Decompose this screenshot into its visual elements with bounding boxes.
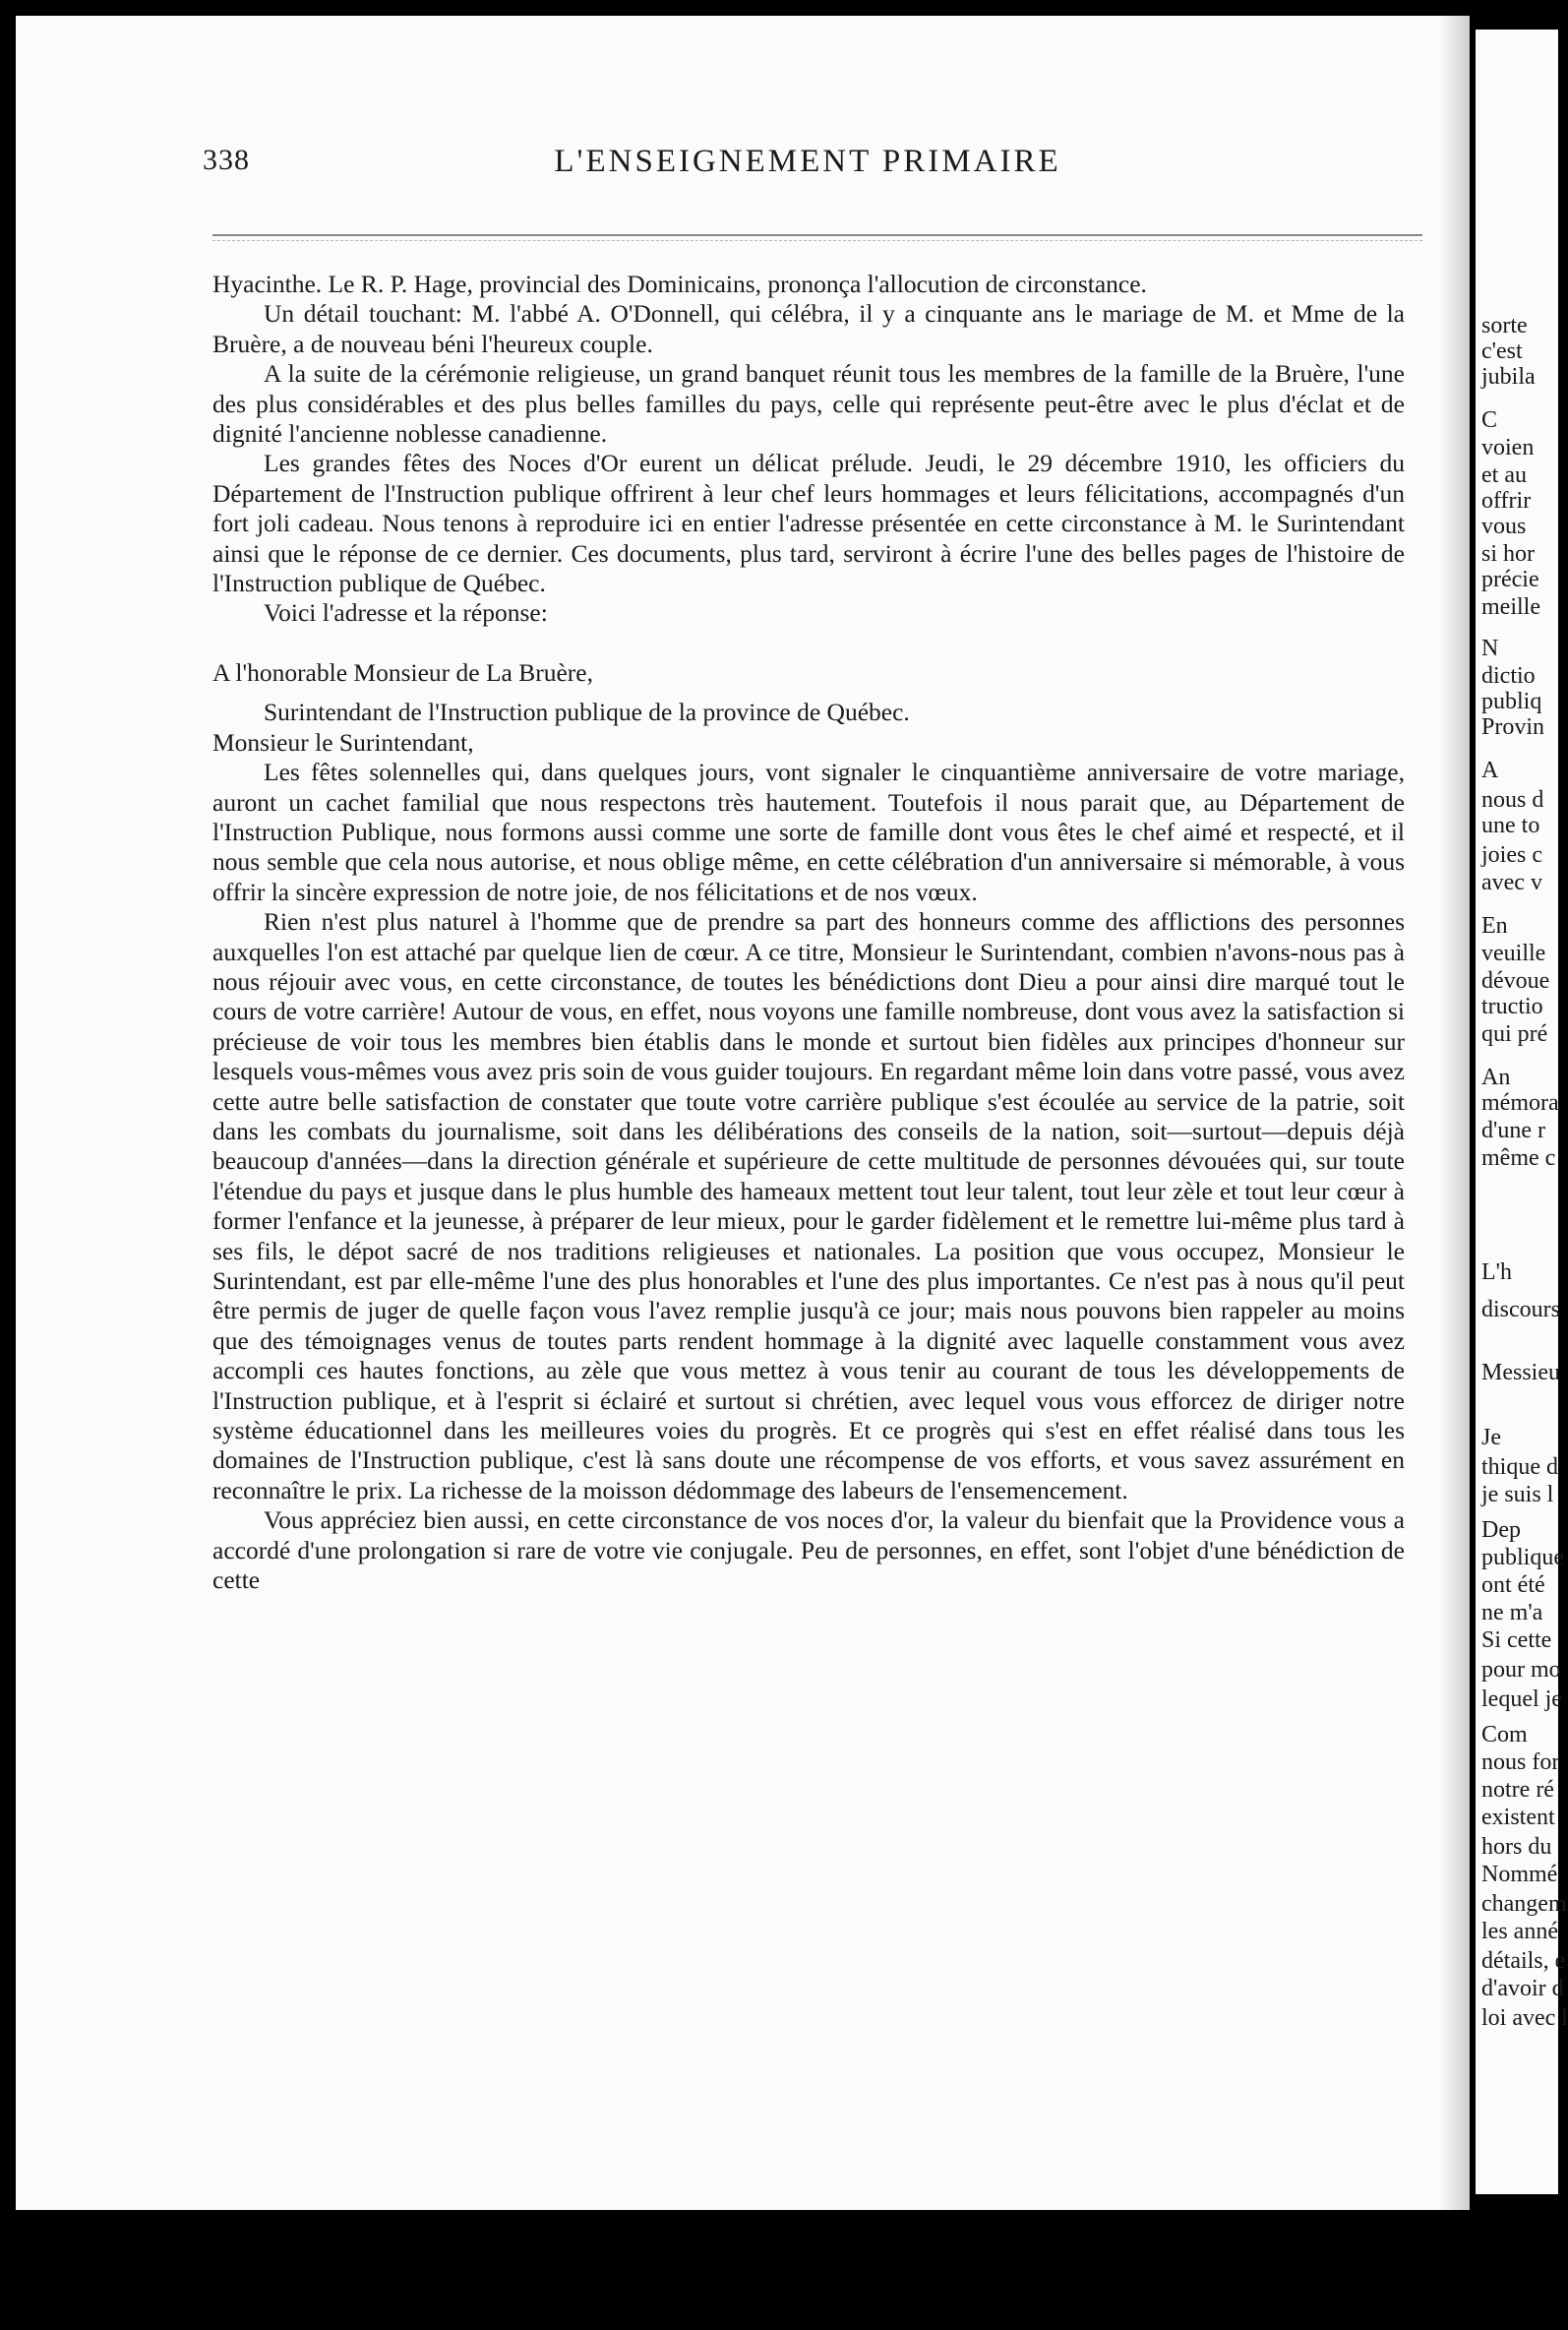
paragraph: Les grandes fêtes des Noces d'Or eurent un délicat prélude. Jeudi, le 29 décembre 1910, les officiers du Département de l'Instruction publique offrirent à leur chef leurs hommages et leurs félicitations, accompagnés d'un fort joli cadeau. Nous tenons à reproduire ici en entier l'adresse présentée en cette circonstance à M. le Surintendant ainsi que le réponse de ce dernier. Ces documents, plus tard, serviront à écrire l'une des belles pages de l'histoire de l'Instruction publique de Québec. (212, 449, 1405, 598)
paragraph: Rien n'est plus naturel à l'homme que de prendre sa part des honneurs comme des afflictions des personnes auxquelles l'on est attaché par quelque lien de cœur. A ce titre, Monsieur le Surintendant, combien n'avons-nous pas à nous réjouir avec vous, en cette circonstance, de toutes les bénédictions dont Dieu a pour ainsi dire marqué tout le cours de votre carrière! Autour de vous, en effet, nous voyons une famille nombreuse, dont vous avez la satisfaction si précieuse de voir tous les membres bien établis dans le monde et surtout bien fidèles aux principes d'honneur sur lesquels vous-mêmes vous avez pris soin de vous guider toujours. En regardant même loin dans votre passé, vous avez cette autre belle satisfaction de constater que toute votre carrière publique s'est écoulée au service de la patrie, soit dans les combats du journalisme, soit dans les délibérations des conseils de la nation, soit—surtout—depuis déjà beaucoup d'années—dans la direction générale et supérieure de cette multitude de personnes dévouées qui, sur toute l'étendue du pays et jusque dans le plus humble des hameaux mettent tout leur talent, tout leur zèle et tout leur cœur à former l'enfance et la jeunesse, à préparer de leur mieux, pour le garder fidèlement et le remettre lui-même plus tard à ses fils, le dépot sacré de nos traditions religieuses et nationales. La position que vous occupez, Monsieur le Surintendant, est par elle-même l'une des plus honorables et l'une des plus importantes. Ce n'est pas à nous qu'il peut être permis de juger de quelle façon vous l'avez remplie jusqu'à ce jour; mais nous pouvons bien rappeler au moins que des témoignages venus de toutes parts rendent hommage à la dignité avec laquelle constamment vous avez accompli ces hautes fonctions, au zèle que vous mettez à vous tenir au courant de tous les développements de l'Instruction publique, et à l'esprit si éclairé et surtout si chrétien, avec lequel vous vous efforcez de diriger notre système éducationnel dans les meilleures voies du progrès. Et ce progrès qui s'est en effet réalisé dans tous les domaines de l'Instruction publique, c'est là sans doute une récompense de vos efforts, et vous savez assurément en reconnaître le prix. La richesse de la moisson dédommage des labeurs de l'ensemencement. (212, 907, 1405, 1504)
address-salutation: A l'honorable Monsieur de La Bruère, (212, 657, 593, 687)
facing-page-fragment: veuille (1481, 941, 1546, 966)
body-text (212, 270, 1405, 1595)
header-rule-secondary (212, 240, 1422, 241)
facing-page-fragment: tructio (1481, 994, 1543, 1019)
facing-page-fragment: L'h (1481, 1259, 1512, 1285)
facing-page-fragment: joies c (1481, 842, 1542, 868)
facing-page-fragment: N (1481, 636, 1499, 661)
paragraph: A la suite de la cérémonie religieuse, un grand banquet réunit tous les membres de la famille de la Bruère, l'une des plus considérables et des plus belles familles du pays, celle qui représente peut-être avec le plus d'éclat et de dignité l'ancienne noblesse canadienne. (212, 359, 1405, 449)
facing-page-fragment: discours (1481, 1297, 1560, 1322)
address-title: Surintendant de l'Instruction publique de la province de Québec. (264, 698, 910, 727)
facing-page-fragment: publiq (1481, 689, 1542, 714)
facing-page-fragment: si hor (1481, 541, 1535, 567)
facing-page-fragment: détails, e (1481, 1948, 1566, 1974)
facing-page-fragment: nous for (1481, 1749, 1560, 1775)
facing-page-fragment: sorte (1481, 313, 1528, 338)
facing-page-fragment: publique (1481, 1545, 1564, 1570)
facing-page-fragment: voien (1481, 435, 1535, 460)
header-rule (212, 234, 1422, 236)
facing-page-fragment: ont été (1481, 1572, 1545, 1598)
facing-page-fragment: d'une r (1481, 1118, 1545, 1143)
binding-shadow (1440, 16, 1470, 2210)
facing-page-edge (1476, 30, 1568, 2194)
facing-page-fragment: thique d (1481, 1454, 1558, 1480)
facing-page-fragment: Provin (1481, 714, 1545, 740)
facing-page-fragment: avec v (1481, 870, 1542, 895)
paragraph: Hyacinthe. Le R. P. Hage, provincial des Dominicains, prononça l'allocution de circonstance. (212, 270, 1147, 298)
facing-page-fragment: Com (1481, 1722, 1528, 1748)
facing-page-fragment: lequel je (1481, 1686, 1562, 1712)
facing-page-fragment: hors du (1481, 1834, 1552, 1860)
facing-page-fragment: ne m'a (1481, 1600, 1543, 1625)
facing-page-fragment: meille (1481, 594, 1540, 620)
facing-page-fragment: vous (1481, 514, 1527, 539)
facing-page-fragment: qui pré (1481, 1021, 1548, 1047)
facing-page-fragment: notre ré (1481, 1777, 1554, 1803)
facing-page-fragment: précie (1481, 567, 1539, 592)
facing-page-fragment: loi avec l (1481, 2005, 1568, 2031)
facing-page-fragment: Si cette (1481, 1627, 1552, 1653)
facing-page-fragment: même c (1481, 1145, 1556, 1171)
facing-page-fragment: An (1481, 1065, 1511, 1090)
facing-page-fragment: offrir (1481, 488, 1532, 514)
facing-page-fragment: changem (1481, 1891, 1567, 1917)
running-title: L'ENSEIGNEMENT PRIMAIRE (554, 144, 1061, 179)
paragraph: Voici l'adresse et la réponse: (264, 598, 548, 628)
page-header (203, 144, 1413, 193)
facing-page-fragment: je suis l (1481, 1482, 1554, 1507)
paragraph: Vous appréciez bien aussi, en cette circonstance de vos noces d'or, la valeur du bienfait que la Providence vous a accordé d'une prolongation si rare de votre vie conjugale. Peu de personnes, en effet, sont l'objet d'une bénédiction de cette (212, 1505, 1405, 1595)
facing-page-fragment: dictio (1481, 663, 1536, 689)
facing-page-fragment: c'est (1481, 338, 1523, 364)
book-page (16, 16, 1470, 2210)
facing-page-fragment: mémora (1481, 1090, 1559, 1116)
facing-page-fragment: Messieu (1481, 1360, 1560, 1385)
facing-page-fragment: et au (1481, 462, 1527, 488)
facing-page-fragment: existent (1481, 1805, 1555, 1830)
facing-page-fragment: Je (1481, 1425, 1501, 1450)
page-number: 338 (203, 144, 250, 176)
facing-page-fragment: C (1481, 407, 1498, 433)
facing-page-fragment: A (1481, 758, 1499, 783)
facing-page-fragment: pour mo (1481, 1657, 1561, 1683)
facing-page-fragment: d'avoir d (1481, 1976, 1564, 2001)
facing-page-fragment: En (1481, 913, 1508, 939)
facing-page-fragment: nous d (1481, 787, 1544, 813)
paragraph: Un détail touchant: M. l'abbé A. O'Donnell, qui célébra, il y a cinquante ans le mariage de M. et Mme de la Bruère, a de nouveau béni l'heureux couple. (212, 299, 1405, 358)
facing-page-fragment: dévoue (1481, 968, 1550, 994)
facing-page-fragment: une to (1481, 813, 1540, 838)
facing-page-fragment: Nommé (1481, 1862, 1558, 1887)
facing-page-fragment: les anné (1481, 1919, 1558, 1944)
paragraph: Les fêtes solennelles qui, dans quelques jours, vont signaler le cinquantième anniversaire de votre mariage, auront un cachet familial que nous respectons très hautement. Toutefois il nous parait que, au Département de l'Instruction Publique, nous formons aussi comme une sorte de famille dont vous êtes le chef aimé et respecté, et il nous semble que cela nous autorise, et nous oblige même, en cette célébration d'un anniversaire si mémorable, à vous offrir la sincère expression de notre joie, de nos félicitations et de nos vœux. (212, 758, 1405, 906)
address-greeting: Monsieur le Surintendant, (212, 727, 474, 757)
facing-page-fragment: jubila (1481, 364, 1536, 390)
facing-page-fragment: Dep (1481, 1517, 1521, 1543)
